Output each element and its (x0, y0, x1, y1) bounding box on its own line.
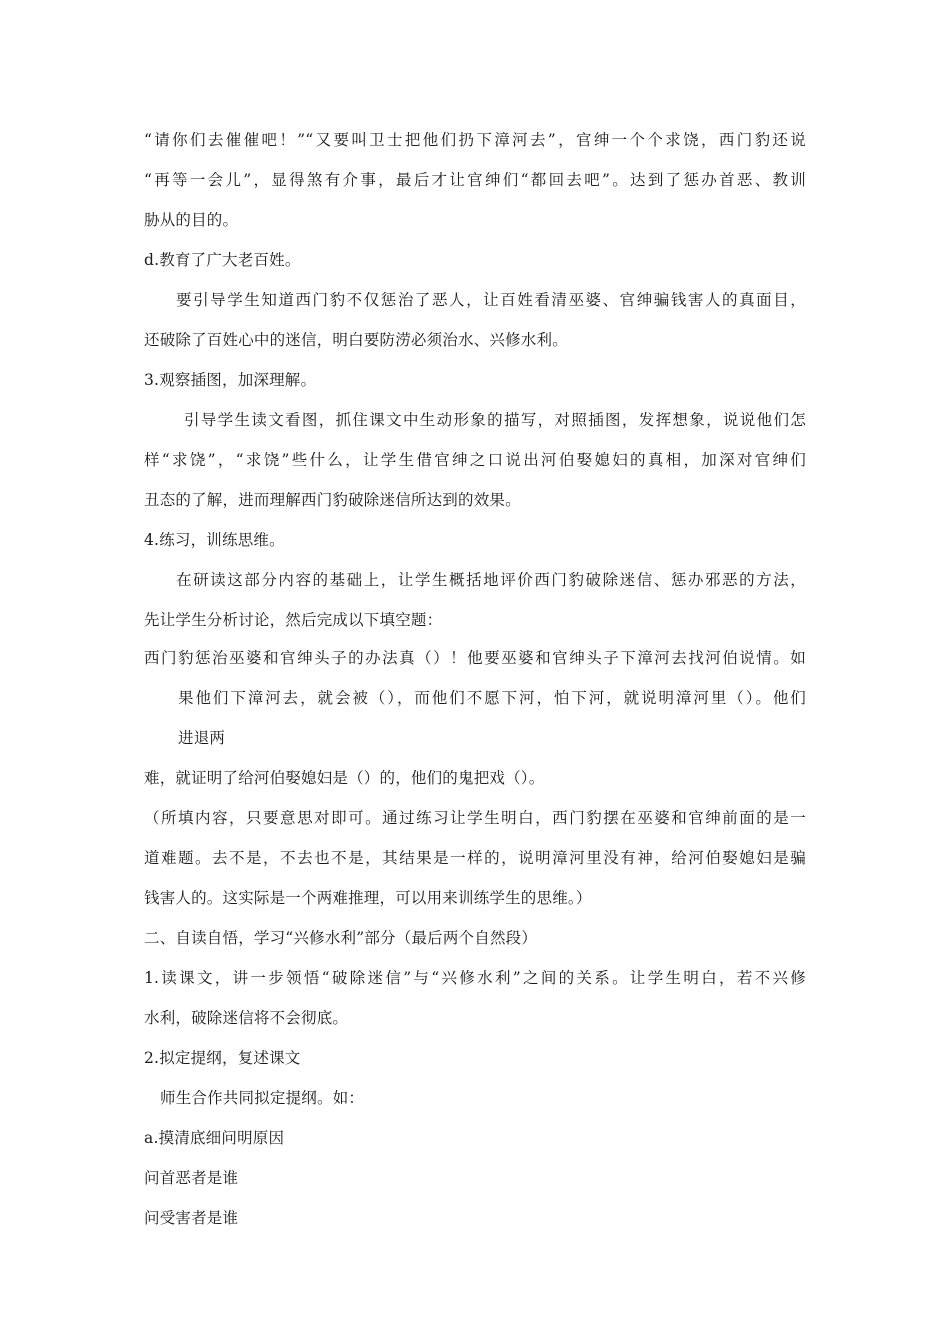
text-line: 问首恶者是谁 (144, 1169, 239, 1187)
text-line: 钱害人的。这实际是一个两难推理，可以用来训练学生的思维。） (144, 889, 592, 907)
text-line: 1.读课文，讲一步领悟“破除迷信”与“兴修水利”之间的关系。让学生明白，若不兴修 (144, 969, 806, 987)
text-line: a.摸清底细问明原因 (144, 1129, 285, 1147)
text-line: 引导学生读文看图，抓住课文中生动形象的描写，对照插图，发挥想象，说说他们怎 (184, 411, 806, 429)
text-line: 师生合作共同拟定提纲。如： (160, 1089, 365, 1107)
text-line: 先让学生分析讨论，然后完成以下填空题： (144, 611, 443, 629)
text-line: 胁从的目的。 (144, 211, 239, 229)
text-line: 西门豹惩治巫婆和官绅头子的办法真（）！他要巫婆和官绅头子下漳河去找河伯说情。如 (144, 649, 806, 667)
text-line: 样“求饶”，“求饶”些什么，让学生借官绅之口说出河伯娶媳妇的真相，加深对官绅们 (144, 451, 806, 469)
text-line: 道难题。去不是，不去也不是，其结果是一样的，说明漳河里没有神，给河伯娶媳妇是骗 (144, 849, 806, 867)
text-line: “请你们去催催吧！”“又要叫卫士把他们扔下漳河去”，官绅一个个求饶，西门豹还说 (144, 131, 806, 149)
text-line: 4.练习，训练思维。 (144, 531, 285, 549)
text-line: 水利，破除迷信将不会彻底。 (144, 1009, 349, 1027)
section-heading: 二、自读自悟，学习“兴修水利”部分（最后两个自然段） (144, 929, 538, 947)
text-line: 在研读这部分内容的基础上，让学生概括地评价西门豹破除迷信、惩办邪恶的方法， (176, 571, 806, 589)
text-line: 还破除了百姓心中的迷信，明白要防涝必须治水、兴修水利。 (144, 331, 568, 349)
text-line: 进退两 (178, 729, 226, 747)
text-line: 难，就证明了给河伯娶媳妇是（）的，他们的鬼把戏（）。 (144, 769, 545, 787)
text-line: d.教育了广大老百姓。 (144, 251, 301, 269)
text-line: 3.观察插图，加深理解。 (144, 371, 317, 389)
text-line: 果他们下漳河去，就会被（），而他们不愿下河，怕下河，就说明漳河里（）。他们 (178, 689, 806, 707)
text-line: 问受害者是谁 (144, 1209, 239, 1227)
text-line: （所填内容，只要意思对即可。通过练习让学生明白，西门豹摆在巫婆和官绅前面的是一 (144, 809, 806, 827)
text-line: “再等一会儿”，显得煞有介事，最后才让官绅们“都回去吧”。达到了惩办首恶、教训 (144, 171, 806, 189)
text-line: 丑态的了解，进而理解西门豹破除迷信所达到的效果。 (144, 491, 521, 509)
text-line: 要引导学生知道西门豹不仅惩治了恶人，让百姓看清巫婆、官绅骗钱害人的真面目， (176, 291, 806, 309)
text-line: 2.拟定提纲，复述课文 (144, 1049, 301, 1067)
